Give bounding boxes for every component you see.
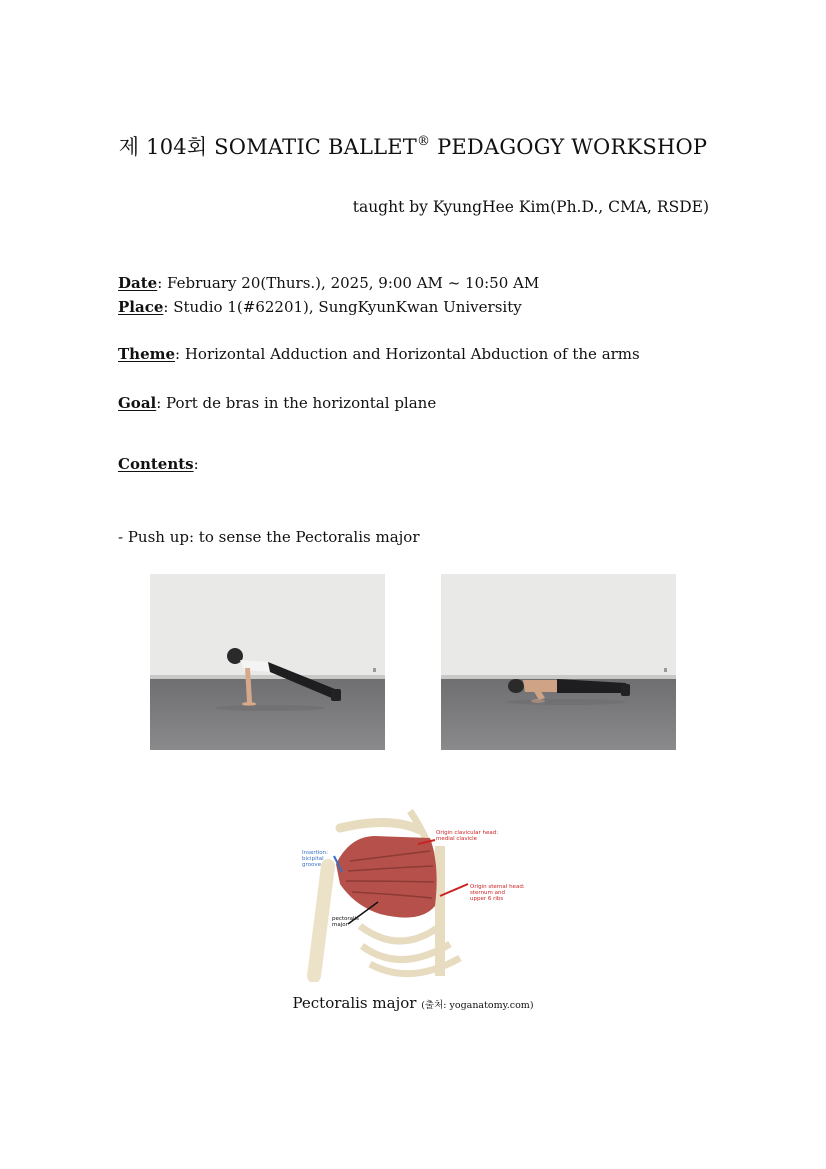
- caption-main: Pectoralis major: [292, 994, 417, 1012]
- contents-line: [118, 455, 199, 473]
- theme-value: : Horizontal Adduction and Horizontal Abduction of the arms: [175, 345, 640, 363]
- diagram-caption: [0, 994, 826, 1012]
- muscle-label-2: major: [332, 922, 348, 928]
- contents-label: Contents: [118, 455, 194, 473]
- place-value: : Studio 1(#62201), SungKyunKwan University: [163, 298, 522, 316]
- origin-sternal-label-1: Origin sternal head:: [470, 884, 525, 890]
- muscle-label-1: pectoralis: [332, 916, 359, 922]
- title-suffix: PEDAGOGY WORKSHOP: [430, 135, 708, 159]
- registered-mark: ®: [416, 134, 431, 149]
- origin-sternal-label-2: sternum and: [470, 890, 505, 896]
- origin-sternal-label-3: upper 6 ribs: [470, 896, 504, 902]
- origin-clavicular-label-2: medial clavicle: [436, 836, 478, 842]
- insertion-label-1: Insertion:: [302, 850, 329, 856]
- contents-value: :: [193, 455, 199, 473]
- goal-label: Goal: [118, 394, 157, 412]
- caption-source: (출처: yoganatomy.com): [421, 1000, 534, 1011]
- pushup-down-photo: [441, 574, 676, 750]
- theme-label: Theme: [118, 345, 176, 363]
- goal-value: : Port de bras in the horizontal plane: [156, 394, 437, 412]
- goal-line: [118, 394, 436, 412]
- date-line: [118, 274, 539, 292]
- instructor-byline: taught by KyungHee Kim(Ph.D., CMA, RSDE): [352, 198, 709, 216]
- pectoralis-diagram: [300, 806, 526, 982]
- origin-clavicular-label-1: Origin clavicular head:: [436, 830, 499, 836]
- title-prefix: 제 104회 SOMATIC BALLET: [118, 135, 417, 159]
- insertion-label-2: bicipital: [302, 856, 324, 862]
- insertion-label-3: groove: [302, 862, 322, 868]
- page-title: [0, 131, 826, 161]
- content-item-pushup: - Push up: to sense the Pectoralis major: [118, 528, 420, 546]
- theme-line: [118, 345, 640, 363]
- date-value: : February 20(Thurs.), 2025, 9:00 AM ~ 10:50 AM: [157, 274, 540, 292]
- pushup-up-photo: [150, 574, 385, 750]
- place-label: Place: [118, 298, 164, 316]
- place-line: [118, 298, 522, 316]
- date-label: Date: [118, 274, 158, 292]
